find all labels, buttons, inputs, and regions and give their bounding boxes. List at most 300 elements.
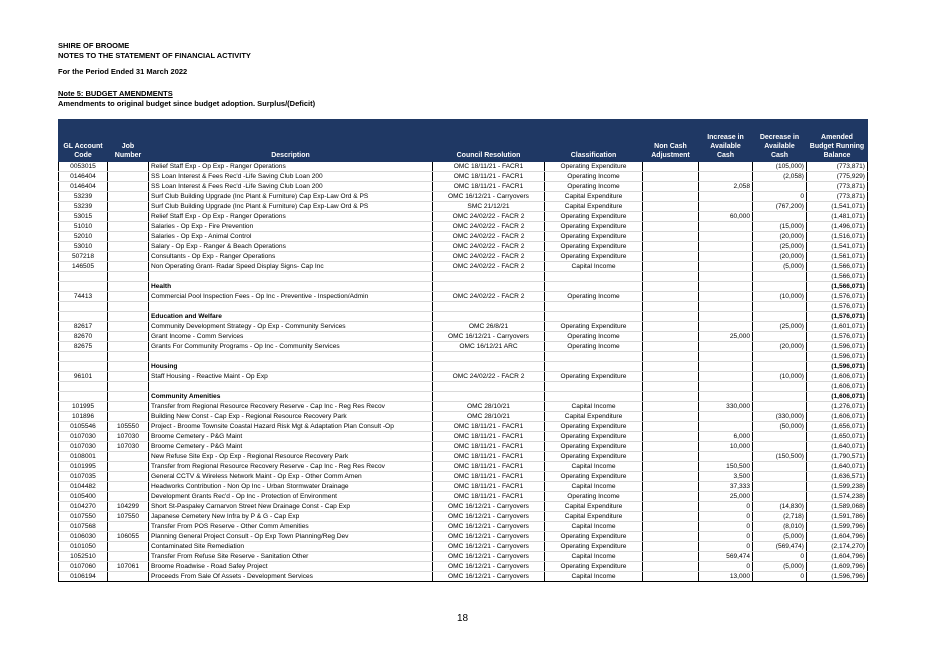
- description-cell: Transfer From Refuse Site Reserve - Sanitation Other: [149, 552, 433, 562]
- classification-cell: Operating Expenditure: [545, 232, 643, 242]
- gl-account-cell: 0107568: [59, 522, 108, 532]
- description-cell: [149, 352, 433, 362]
- classification-header: Classification: [545, 120, 643, 162]
- gl-account-cell: 51010: [59, 222, 108, 232]
- increase-cash-cell: 0: [699, 522, 753, 532]
- gl-account-cell: 52010: [59, 232, 108, 242]
- table-row: [59, 372, 868, 382]
- decrease-cash-cell: 0: [753, 572, 807, 582]
- council-resolution-cell: [433, 302, 545, 312]
- classification-cell: [545, 282, 643, 292]
- classification-cell: Operating Expenditure: [545, 562, 643, 572]
- decrease-cash-cell: [753, 472, 807, 482]
- non-cash-cell: [643, 192, 699, 202]
- gl-account-cell: 0106030: [59, 532, 108, 542]
- table-row: [59, 502, 868, 512]
- classification-cell: Capital Expenditure: [545, 502, 643, 512]
- decrease-cash-cell: (25,000): [753, 322, 807, 332]
- gl-account-cell: 0101995: [59, 462, 108, 472]
- non-cash-cell: [643, 302, 699, 312]
- council-resolution-cell: [433, 352, 545, 362]
- non-cash-cell: [643, 402, 699, 412]
- classification-cell: Capital Expenditure: [545, 192, 643, 202]
- non-cash-cell: [643, 542, 699, 552]
- classification-cell: Capital Income: [545, 482, 643, 492]
- council-resolution-cell: OMC 16/12/21 - Carryovers: [433, 512, 545, 522]
- gl-account-cell: 0146404: [59, 172, 108, 182]
- description-cell: Project - Broome Townsite Coastal Hazard Risk Mgt & Adaptation Plan Consult -Op: [149, 422, 433, 432]
- non-cash-cell: [643, 212, 699, 222]
- classification-cell: Capital Income: [545, 572, 643, 582]
- council-resolution-cell: OMC 18/11/21 - FACR1: [433, 422, 545, 432]
- non-cash-cell: [643, 532, 699, 542]
- gl-account-cell: 74413: [59, 292, 108, 302]
- table-row: [59, 532, 868, 542]
- non-cash-cell: [643, 422, 699, 432]
- description-cell: Planning General Project Consult - Op Exp Town Planning/Reg Dev: [149, 532, 433, 542]
- council-resolution-cell: OMC 16/12/21 - Carryovers: [433, 562, 545, 572]
- job-number-cell: [108, 552, 149, 562]
- description-cell: Consultants - Op Exp - Ranger Operations: [149, 252, 433, 262]
- gl-account-cell: [59, 362, 108, 372]
- decrease-cash-cell: (10,000): [753, 292, 807, 302]
- gl-account-cell: 53239: [59, 202, 108, 212]
- job-number-cell: [108, 402, 149, 412]
- running-balance-cell: (1,640,071): [807, 442, 868, 452]
- non-cash-cell: [643, 232, 699, 242]
- gl-account-cell: 0106194: [59, 572, 108, 582]
- description-cell: Staff Housing - Reactive Maint - Op Exp: [149, 372, 433, 382]
- running-balance-header: Amended Budget Running Balance: [807, 120, 868, 162]
- job-number-cell: 107030: [108, 442, 149, 452]
- table-row: [59, 422, 868, 432]
- description-cell: Headworks Contribution - Non Op Inc - Urban Stormwater Drainage: [149, 482, 433, 492]
- decrease-cash-cell: [753, 402, 807, 412]
- classification-cell: Capital Income: [545, 262, 643, 272]
- increase-cash-cell: [699, 162, 753, 172]
- decrease-cash-cell: 0: [753, 552, 807, 562]
- gl-account-cell: 507218: [59, 252, 108, 262]
- increase-cash-cell: [699, 342, 753, 352]
- non-cash-cell: [643, 462, 699, 472]
- non-cash-cell: [643, 382, 699, 392]
- non-cash-cell: [643, 272, 699, 282]
- council-resolution-cell: OMC 18/11/21 - FACR1: [433, 162, 545, 172]
- non-cash-cell: [643, 522, 699, 532]
- description-cell: Non Operating Grant- Radar Speed Display Signs- Cap Inc: [149, 262, 433, 272]
- running-balance-cell: (1,596,071): [807, 342, 868, 352]
- description-cell: Japanese Cemetery New Infra by P & G - Cap Exp: [149, 512, 433, 522]
- job-number-cell: [108, 322, 149, 332]
- increase-cash-cell: 60,000: [699, 212, 753, 222]
- description-cell: New Refuse Site Exp - Op Exp - Regional Resource Recovery Park: [149, 452, 433, 462]
- council-resolution-cell: OMC 24/02/22 - FACR 2: [433, 292, 545, 302]
- job-number-header: Job Number: [108, 120, 149, 162]
- job-number-cell: [108, 242, 149, 252]
- running-balance-cell: (1,596,796): [807, 572, 868, 582]
- council-resolution-cell: OMC 18/11/21 - FACR1: [433, 452, 545, 462]
- gl-account-cell: 82617: [59, 322, 108, 332]
- job-number-cell: [108, 162, 149, 172]
- increase-cash-cell: [699, 292, 753, 302]
- council-resolution-cell: OMC 18/11/21 - FACR1: [433, 442, 545, 452]
- table-row: [59, 252, 868, 262]
- running-balance-cell: (1,566,071): [807, 282, 868, 292]
- classification-cell: Capital Expenditure: [545, 202, 643, 212]
- council-resolution-cell: OMC 16/12/21 - Carryovers: [433, 192, 545, 202]
- increase-cash-cell: [699, 382, 753, 392]
- classification-cell: Operating Income: [545, 332, 643, 342]
- classification-cell: Operating Expenditure: [545, 442, 643, 452]
- description-cell: Broome Roadwise - Road Safey Project: [149, 562, 433, 572]
- council-resolution-cell: OMC 28/10/21: [433, 412, 545, 422]
- page-number: 18: [456, 613, 469, 624]
- council-resolution-cell: OMC 24/02/22 - FACR 2: [433, 212, 545, 222]
- gl-account-cell: [59, 312, 108, 322]
- gl-account-cell: [59, 392, 108, 402]
- council-resolution-cell: OMC 16/12/21 - Carryovers: [433, 542, 545, 552]
- increase-cash-cell: [699, 322, 753, 332]
- increase-cash-cell: [699, 272, 753, 282]
- non-cash-cell: [643, 222, 699, 232]
- description-cell: Surf Club Building Upgrade (Inc Plant & Furniture) Cap Exp-Law Ord & PS: [149, 192, 433, 202]
- increase-cash-cell: [699, 202, 753, 212]
- council-resolution-cell: SMC 21/12/21: [433, 202, 545, 212]
- running-balance-cell: (1,650,071): [807, 432, 868, 442]
- job-number-cell: [108, 272, 149, 282]
- description-cell: SS Loan Interest & Fees Rec'd -Life Saving Club Loan 200: [149, 182, 433, 192]
- table-header-row: [59, 120, 868, 162]
- job-number-cell: [108, 312, 149, 322]
- running-balance-cell: (1,606,071): [807, 392, 868, 402]
- non-cash-cell: [643, 252, 699, 262]
- table-row: [59, 162, 868, 172]
- table-row: [59, 342, 868, 352]
- non-cash-cell: [643, 482, 699, 492]
- job-number-cell: [108, 392, 149, 402]
- council-resolution-cell: OMC 16/12/21 - Carryovers: [433, 572, 545, 582]
- table-row: [59, 402, 868, 412]
- decrease-cash-cell: (20,000): [753, 252, 807, 262]
- running-balance-cell: (2,174,270): [807, 542, 868, 552]
- running-balance-cell: (1,790,571): [807, 452, 868, 462]
- description-cell: Commercial Pool Inspection Fees - Op Inc - Preventive - Inspection/Admin: [149, 292, 433, 302]
- increase-cash-cell: [699, 282, 753, 292]
- description-cell: SS Loan Interest & Fees Rec'd -Life Saving Club Loan 200: [149, 172, 433, 182]
- decrease-cash-cell: (5,000): [753, 262, 807, 272]
- increase-cash-cell: [699, 252, 753, 262]
- classification-cell: Capital Income: [545, 402, 643, 412]
- non-cash-cell: [643, 172, 699, 182]
- non-cash-cell: [643, 442, 699, 452]
- council-resolution-cell: OMC 18/11/21 - FACR1: [433, 172, 545, 182]
- job-number-cell: [108, 362, 149, 372]
- running-balance-cell: (1,576,071): [807, 292, 868, 302]
- gl-account-cell: [59, 352, 108, 362]
- running-balance-cell: (1,606,071): [807, 372, 868, 382]
- running-balance-cell: (1,566,071): [807, 262, 868, 272]
- increase-cash-cell: [699, 222, 753, 232]
- job-number-cell: [108, 522, 149, 532]
- gl-account-cell: 0107035: [59, 472, 108, 482]
- description-cell: Transfer from Regional Resource Recovery Reserve - Cap Inc - Reg Res Recov: [149, 462, 433, 472]
- description-cell: Salaries - Op Exp - Animal Control: [149, 232, 433, 242]
- running-balance-cell: (1,604,796): [807, 532, 868, 542]
- description-cell: Housing: [149, 362, 433, 372]
- council-resolution-cell: [433, 392, 545, 402]
- non-cash-cell: [643, 322, 699, 332]
- increase-cash-cell: 6,000: [699, 432, 753, 442]
- running-balance-cell: (1,516,071): [807, 232, 868, 242]
- gl-account-cell: [59, 302, 108, 312]
- increase-cash-cell: 0: [699, 542, 753, 552]
- note-description: Amendments to original budget since budget adoption. Surplus/(Deficit): [58, 99, 316, 108]
- table-row: [59, 472, 868, 482]
- description-cell: [149, 382, 433, 392]
- decrease-cash-cell: [753, 432, 807, 442]
- increase-cash-cell: [699, 422, 753, 432]
- table-row: [59, 222, 868, 232]
- classification-cell: Operating Income: [545, 182, 643, 192]
- job-number-cell: [108, 472, 149, 482]
- council-resolution-header: Council Resolution: [433, 120, 545, 162]
- table-row: [59, 562, 868, 572]
- running-balance-cell: (773,871): [807, 192, 868, 202]
- job-number-cell: [108, 542, 149, 552]
- non-cash-cell: [643, 512, 699, 522]
- council-resolution-cell: [433, 362, 545, 372]
- non-cash-cell: [643, 432, 699, 442]
- non-cash-cell: [643, 242, 699, 252]
- running-balance-cell: (1,561,071): [807, 252, 868, 262]
- description-cell: [149, 302, 433, 312]
- non-cash-cell: [643, 342, 699, 352]
- classification-cell: Operating Expenditure: [545, 432, 643, 442]
- job-number-cell: [108, 212, 149, 222]
- table-row: [59, 192, 868, 202]
- non-cash-cell: [643, 202, 699, 212]
- decrease-cash-cell: [753, 442, 807, 452]
- running-balance-cell: (1,481,071): [807, 212, 868, 222]
- table-row: [59, 442, 868, 452]
- gl-account-cell: 0104482: [59, 482, 108, 492]
- non-cash-cell: [643, 502, 699, 512]
- classification-cell: [545, 302, 643, 312]
- non-cash-cell: [643, 312, 699, 322]
- table-row: [59, 272, 868, 282]
- table-row: [59, 202, 868, 212]
- non-cash-cell: [643, 392, 699, 402]
- description-cell: Salaries - Op Exp - Fire Prevention: [149, 222, 433, 232]
- classification-cell: [545, 272, 643, 282]
- classification-cell: Operating Expenditure: [545, 372, 643, 382]
- decrease-cash-cell: [753, 392, 807, 402]
- table-row: [59, 262, 868, 272]
- classification-cell: [545, 362, 643, 372]
- decrease-cash-cell: [753, 362, 807, 372]
- council-resolution-cell: OMC 18/11/21 - FACR1: [433, 482, 545, 492]
- description-cell: Transfer from Regional Resource Recovery Reserve - Cap Inc - Reg Res Recov: [149, 402, 433, 412]
- non-cash-cell: [643, 562, 699, 572]
- description-cell: General CCTV & Wireless Network Maint - Op Exp - Other Comm Amen: [149, 472, 433, 482]
- table-row: [59, 382, 868, 392]
- decrease-cash-cell: [753, 182, 807, 192]
- decrease-cash-cell: [753, 492, 807, 502]
- gl-account-cell: 53010: [59, 242, 108, 252]
- gl-account-cell: 146505: [59, 262, 108, 272]
- non-cash-cell: [643, 292, 699, 302]
- table-row: [59, 312, 868, 322]
- table-row: [59, 292, 868, 302]
- description-cell: Relief Staff Exp - Op Exp - Ranger Operations: [149, 162, 433, 172]
- gl-account-cell: 101896: [59, 412, 108, 422]
- increase-cash-cell: 2,058: [699, 182, 753, 192]
- decrease-cash-cell: (105,000): [753, 162, 807, 172]
- gl-account-cell: 0107060: [59, 562, 108, 572]
- gl-account-cell: 53015: [59, 212, 108, 222]
- non-cash-cell: [643, 162, 699, 172]
- running-balance-cell: (1,609,796): [807, 562, 868, 572]
- council-resolution-cell: [433, 282, 545, 292]
- description-cell: Transfer From POS Reserve - Other Comm Amenities: [149, 522, 433, 532]
- council-resolution-cell: OMC 18/11/21 - FACR1: [433, 182, 545, 192]
- gl-account-cell: 0105546: [59, 422, 108, 432]
- classification-cell: Operating Expenditure: [545, 532, 643, 542]
- council-resolution-cell: OMC 24/02/22 - FACR 2: [433, 222, 545, 232]
- gl-account-cell: 82670: [59, 332, 108, 342]
- council-resolution-cell: [433, 272, 545, 282]
- decrease-cash-cell: [753, 332, 807, 342]
- non-cash-cell: [643, 412, 699, 422]
- decrease-cash-cell: (20,000): [753, 342, 807, 352]
- table-row: [59, 322, 868, 332]
- increase-cash-cell: 0: [699, 512, 753, 522]
- council-resolution-cell: [433, 382, 545, 392]
- increase-cash-cell: 3,500: [699, 472, 753, 482]
- decrease-cash-cell: (8,010): [753, 522, 807, 532]
- decrease-cash-cell: (2,718): [753, 512, 807, 522]
- table-row: [59, 542, 868, 552]
- non-cash-cell: [643, 182, 699, 192]
- classification-cell: Capital Income: [545, 522, 643, 532]
- table-row: [59, 432, 868, 442]
- table-row: [59, 572, 868, 582]
- increase-cash-cell: 10,000: [699, 442, 753, 452]
- classification-cell: [545, 312, 643, 322]
- description-cell: Health: [149, 282, 433, 292]
- classification-cell: Operating Expenditure: [545, 322, 643, 332]
- job-number-cell: [108, 482, 149, 492]
- description-cell: Broome Cemetery - P&G Maint: [149, 432, 433, 442]
- table-row: [59, 212, 868, 222]
- non-cash-cell: [643, 262, 699, 272]
- decrease-cash-cell: (14,830): [753, 502, 807, 512]
- classification-cell: Capital Income: [545, 552, 643, 562]
- table-row: [59, 462, 868, 472]
- decrease-cash-cell: [753, 352, 807, 362]
- decrease-cash-cell: (10,000): [753, 372, 807, 382]
- description-cell: Grant Income - Comm Services: [149, 332, 433, 342]
- gl-account-cell: 0107550: [59, 512, 108, 522]
- table-row: [59, 282, 868, 292]
- non-cash-cell: [643, 362, 699, 372]
- classification-cell: [545, 352, 643, 362]
- council-resolution-cell: OMC 26/8/21: [433, 322, 545, 332]
- increase-cash-cell: [699, 452, 753, 462]
- table-row: [59, 512, 868, 522]
- gl-account-cell: 0107030: [59, 442, 108, 452]
- job-number-cell: [108, 232, 149, 242]
- description-cell: [149, 272, 433, 282]
- decrease-cash-cell: (25,000): [753, 242, 807, 252]
- description-cell: Proceeds From Sale Of Assets - Development Services: [149, 572, 433, 582]
- description-cell: Salary - Op Exp - Ranger & Beach Operations: [149, 242, 433, 252]
- note-title: Note 5: BUDGET AMENDMENTS: [58, 89, 173, 98]
- gl-account-cell: [59, 272, 108, 282]
- classification-cell: Operating Expenditure: [545, 252, 643, 262]
- decrease-cash-cell: [753, 282, 807, 292]
- increase-cash-cell: [699, 412, 753, 422]
- increase-cash-header: Increase in Available Cash: [699, 120, 753, 162]
- running-balance-cell: (1,601,071): [807, 322, 868, 332]
- job-number-cell: [108, 282, 149, 292]
- non-cash-cell: [643, 332, 699, 342]
- table-row: [59, 392, 868, 402]
- increase-cash-cell: 569,474: [699, 552, 753, 562]
- decrease-cash-cell: (2,058): [753, 172, 807, 182]
- council-resolution-cell: OMC 16/12/21 - Carryovers: [433, 502, 545, 512]
- council-resolution-cell: OMC 24/02/22 - FACR 2: [433, 252, 545, 262]
- increase-cash-cell: 0: [699, 562, 753, 572]
- non-cash-cell: [643, 352, 699, 362]
- decrease-cash-cell: [753, 462, 807, 472]
- running-balance-cell: (1,589,068): [807, 502, 868, 512]
- table-row: [59, 232, 868, 242]
- classification-cell: [545, 392, 643, 402]
- report-subtitle: NOTES TO THE STATEMENT OF FINANCIAL ACTIVITY: [58, 51, 251, 60]
- running-balance-cell: (1,604,796): [807, 552, 868, 562]
- table-row: [59, 332, 868, 342]
- increase-cash-cell: [699, 172, 753, 182]
- decrease-cash-cell: [753, 272, 807, 282]
- description-cell: Grants For Community Programs - Op Inc - Community Services: [149, 342, 433, 352]
- table-row: [59, 522, 868, 532]
- increase-cash-cell: 37,333: [699, 482, 753, 492]
- decrease-cash-cell: (5,000): [753, 562, 807, 572]
- classification-cell: Capital Income: [545, 462, 643, 472]
- table-row: [59, 242, 868, 252]
- council-resolution-cell: OMC 16/12/21 - Carryovers: [433, 552, 545, 562]
- running-balance-cell: (1,276,071): [807, 402, 868, 412]
- gl-account-cell: 82675: [59, 342, 108, 352]
- classification-cell: Operating Expenditure: [545, 422, 643, 432]
- decrease-cash-cell: [753, 212, 807, 222]
- decrease-cash-cell: (767,200): [753, 202, 807, 212]
- organisation-name: SHIRE OF BROOME: [58, 41, 130, 50]
- description-cell: Development Grants Rec'd - Op Inc - Protection of Environment: [149, 492, 433, 502]
- decrease-cash-cell: (15,000): [753, 222, 807, 232]
- increase-cash-cell: 0: [699, 502, 753, 512]
- gl-account-cell: 0146404: [59, 182, 108, 192]
- increase-cash-cell: [699, 352, 753, 362]
- table-row: [59, 302, 868, 312]
- job-number-cell: [108, 182, 149, 192]
- running-balance-cell: (773,871): [807, 162, 868, 172]
- gl-account-cell: 1052510: [59, 552, 108, 562]
- council-resolution-cell: OMC 24/02/22 - FACR 2: [433, 372, 545, 382]
- gl-account-cell: 96101: [59, 372, 108, 382]
- classification-cell: Operating Expenditure: [545, 472, 643, 482]
